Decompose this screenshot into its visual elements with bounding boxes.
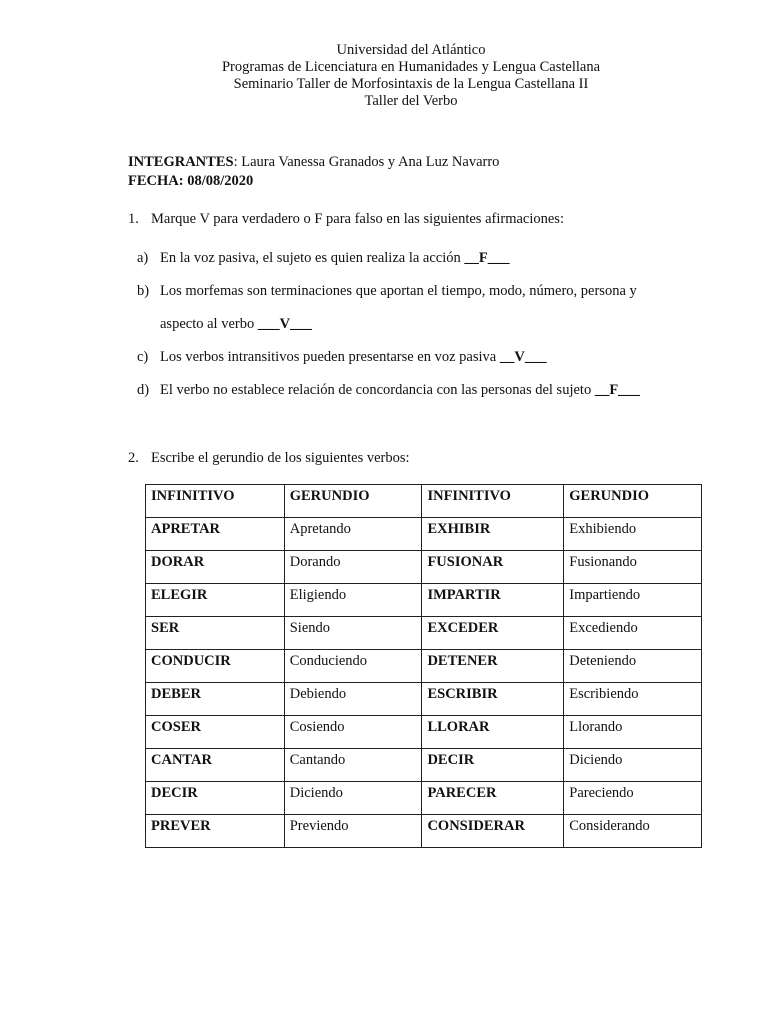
column-header: INFINITIVO [146, 485, 285, 518]
question-1-number: 1. [128, 211, 139, 227]
infinitive-cell: FUSIONAR [422, 551, 564, 584]
item-letter: c) [137, 349, 149, 365]
question-2-title [128, 450, 410, 467]
gerund-table-body [146, 518, 702, 848]
infinitive-cell: ESCRIBIR [422, 683, 564, 716]
header-university: Universidad del Atlántico [336, 42, 486, 58]
header-workshop-title: Taller del Verbo [364, 93, 458, 109]
item-letter: b) [137, 283, 150, 299]
members-label: INTEGRANTES [128, 154, 234, 170]
gerund-table [145, 484, 702, 848]
column-header: GERUNDIO [564, 485, 702, 518]
gerund-cell: Diciendo [564, 749, 702, 782]
item-text [160, 275, 708, 308]
infinitive-cell: DECIR [146, 782, 285, 815]
infinitive-cell: APRETAR [146, 518, 285, 551]
gerund-cell: Conduciendo [284, 650, 422, 683]
item-statement: Los morfemas son terminaciones que aportan el tiempo, modo, número, persona y [160, 283, 637, 299]
table-row [146, 650, 702, 683]
question-2-prompt: Escribe el gerundio de los siguientes verbos: [151, 450, 410, 466]
item-answer: __V___ [499, 349, 547, 365]
infinitive-cell: COSER [146, 716, 285, 749]
table-row [146, 782, 702, 815]
gerund-cell: Pareciendo [564, 782, 702, 815]
gerund-cell: Cantando [284, 749, 422, 782]
table-row [146, 749, 702, 782]
list-item [137, 308, 708, 341]
question-2-number: 2. [128, 450, 139, 466]
question-1-title [128, 211, 708, 228]
gerund-cell: Impartiendo [564, 584, 702, 617]
item-answer: __F___ [464, 250, 510, 266]
question-1 [128, 211, 708, 407]
gerund-cell: Dorando [284, 551, 422, 584]
members-line [128, 153, 499, 172]
item-answer: ___V___ [257, 316, 312, 332]
infinitive-cell: PREVER [146, 815, 285, 848]
item-answer: __F___ [594, 382, 640, 398]
question-1-prompt: Marque V para verdadero o F para falso en las siguientes afirmaciones: [151, 211, 564, 227]
list-item [137, 275, 708, 308]
date-label: FECHA: 08/08/2020 [128, 173, 254, 189]
gerund-cell: Considerando [564, 815, 702, 848]
column-header: INFINITIVO [422, 485, 564, 518]
infinitive-cell: PARECER [422, 782, 564, 815]
document-header [0, 42, 768, 110]
table-row [146, 617, 702, 650]
item-text [160, 308, 708, 341]
column-header: GERUNDIO [284, 485, 422, 518]
item-text [160, 374, 708, 407]
infinitive-cell: DORAR [146, 551, 285, 584]
date-line [128, 172, 499, 191]
gerund-cell: Cosiendo [284, 716, 422, 749]
infinitive-cell: SER [146, 617, 285, 650]
item-letter [137, 308, 160, 341]
infinitive-cell: CONSIDERAR [422, 815, 564, 848]
infinitive-cell: EXHIBIR [422, 518, 564, 551]
infinitive-cell: CANTAR [146, 749, 285, 782]
header-program: Programas de Licenciatura en Humanidades y Lengua Castellana [221, 59, 601, 75]
header-seminar: Seminario Taller de Morfosintaxis de la Lengua Castellana II [233, 76, 589, 92]
gerund-cell: Apretando [284, 518, 422, 551]
table-row [146, 716, 702, 749]
infinitive-cell: DEBER [146, 683, 285, 716]
item-letter: d) [137, 382, 150, 398]
document-meta [128, 153, 499, 191]
infinitive-cell: DETENER [422, 650, 564, 683]
list-item [137, 374, 708, 407]
question-1-items [137, 242, 708, 407]
infinitive-cell: DECIR [422, 749, 564, 782]
table-row [146, 683, 702, 716]
gerund-cell: Siendo [284, 617, 422, 650]
list-item [137, 341, 708, 374]
item-text [160, 341, 708, 374]
infinitive-cell: LLORAR [422, 716, 564, 749]
item-letter: a) [137, 250, 149, 266]
item-statement: En la voz pasiva, el sujeto es quien realiza la acción [160, 250, 465, 266]
table-row [146, 584, 702, 617]
table-row [146, 551, 702, 584]
gerund-cell: Eligiendo [284, 584, 422, 617]
item-statement: El verbo no establece relación de concordancia con las personas del sujeto [160, 382, 595, 398]
gerund-cell: Escribiendo [564, 683, 702, 716]
gerund-cell: Exhibiendo [564, 518, 702, 551]
table-header-row [146, 485, 702, 518]
members-value: : Laura Vanessa Granados y Ana Luz Navarro [233, 154, 500, 170]
item-text [160, 242, 708, 275]
table-row [146, 518, 702, 551]
infinitive-cell: ELEGIR [146, 584, 285, 617]
gerund-cell: Diciendo [284, 782, 422, 815]
gerund-cell: Fusionando [564, 551, 702, 584]
gerund-cell: Llorando [564, 716, 702, 749]
item-statement: aspecto al verbo [160, 316, 258, 332]
infinitive-cell: EXCEDER [422, 617, 564, 650]
infinitive-cell: CONDUCIR [146, 650, 285, 683]
item-statement: Los verbos intransitivos pueden presentarse en voz pasiva [160, 349, 500, 365]
gerund-cell: Deteniendo [564, 650, 702, 683]
list-item [137, 242, 708, 275]
gerund-cell: Debiendo [284, 683, 422, 716]
gerund-cell: Excediendo [564, 617, 702, 650]
gerund-cell: Previendo [284, 815, 422, 848]
infinitive-cell: IMPARTIR [422, 584, 564, 617]
table-row [146, 815, 702, 848]
